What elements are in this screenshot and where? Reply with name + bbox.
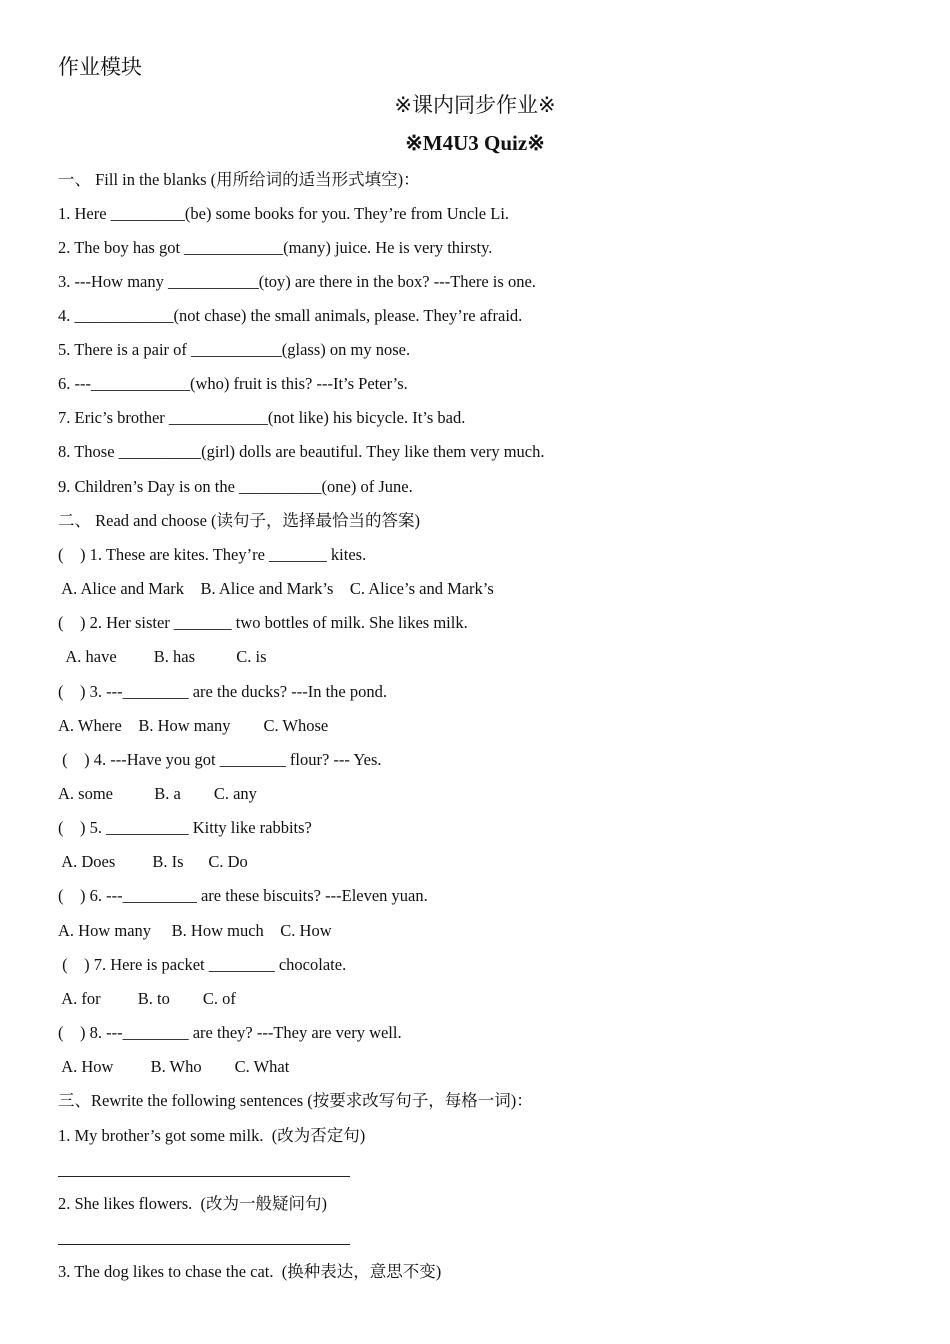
answer-line-1 bbox=[58, 1176, 350, 1177]
fill-item-1: 1. Here _________(be) some books for you. They’re from Uncle Li. bbox=[58, 204, 510, 223]
choice-options-2: A. have B. has C. is bbox=[58, 647, 267, 666]
fill-item-9: 9. Children’s Day is on the __________(one) of June. bbox=[58, 477, 413, 496]
choice-question-7: ( ) 7. Here is packet ________ chocolate. bbox=[58, 955, 347, 974]
choice-options-1: A. Alice and Mark B. Alice and Mark’s C. Alice’s and Mark’s bbox=[58, 579, 494, 598]
choice-options-5: A. Does B. Is C. Do bbox=[58, 852, 248, 871]
choice-options-7: A. for B. to C. of bbox=[58, 989, 236, 1008]
fill-item-7: 7. Eric’s brother ____________(not like) his bicycle. It’s bad. bbox=[58, 408, 466, 427]
rewrite-item-1: 1. My brother’s got some milk. (改为否定句) bbox=[58, 1126, 366, 1145]
choice-options-6: A. How many B. How much C. How bbox=[58, 921, 332, 940]
fill-item-8: 8. Those __________(girl) dolls are beautiful. They like them very much. bbox=[58, 442, 545, 461]
header-line: ※课内同步作业※ bbox=[394, 93, 556, 117]
choice-options-8: A. How B. Who C. What bbox=[58, 1057, 290, 1076]
choice-question-6: ( ) 6. ---_________ are these biscuits? ---Eleven yuan. bbox=[58, 886, 428, 905]
fill-item-6: 6. ---____________(who) fruit is this? ---It’s Peter’s. bbox=[58, 374, 408, 393]
choice-options-4: A. some B. a C. any bbox=[58, 784, 257, 803]
choice-question-4: ( ) 4. ---Have you got ________ flour? --- Yes. bbox=[58, 750, 382, 769]
module-title: 作业模块 bbox=[58, 55, 142, 79]
choice-question-1: ( ) 1. These are kites. They’re _______ kites. bbox=[58, 545, 367, 564]
choice-question-2: ( ) 2. Her sister _______ two bottles of milk. She likes milk. bbox=[58, 613, 468, 632]
quiz-title: ※M4U3 Quiz※ bbox=[405, 131, 545, 155]
choice-question-8: ( ) 8. ---________ are they? ---They are very well. bbox=[58, 1023, 402, 1042]
section2-heading: 二、 Read and choose (读句子，选择最恰当的答案) bbox=[58, 511, 421, 530]
fill-item-3: 3. ---How many ___________(toy) are there in the box? ---There is one. bbox=[58, 272, 536, 291]
answer-line-2 bbox=[58, 1244, 350, 1245]
choice-options-3: A. Where B. How many C. Whose bbox=[58, 716, 329, 735]
fill-item-5: 5. There is a pair of ___________(glass) on my nose. bbox=[58, 340, 411, 359]
rewrite-item-2: 2. She likes flowers. (改为一般疑问句) bbox=[58, 1194, 328, 1213]
choice-question-3: ( ) 3. ---________ are the ducks? ---In the pond. bbox=[58, 682, 387, 701]
choice-question-5: ( ) 5. __________ Kitty like rabbits? bbox=[58, 818, 312, 837]
section3-heading: 三、Rewrite the following sentences (按要求改写句子，每格一词)： bbox=[58, 1091, 533, 1110]
rewrite-item-3: 3. The dog likes to chase the cat. (换种表达，意思不变) bbox=[58, 1262, 442, 1281]
section1-heading: 一、 Fill in the blanks (用所给词的适当形式填空)： bbox=[58, 170, 420, 189]
fill-item-4: 4. ____________(not chase) the small animals, please. They’re afraid. bbox=[58, 306, 523, 325]
fill-item-2: 2. The boy has got ____________(many) juice. He is very thirsty. bbox=[58, 238, 493, 257]
